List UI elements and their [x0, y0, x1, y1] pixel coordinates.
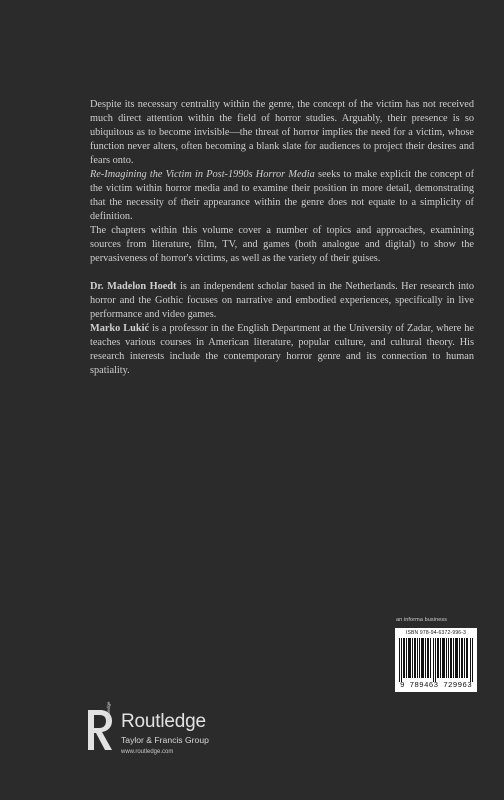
imprint-tagline: an informa business: [396, 617, 448, 623]
isbn-label: ISBN 978-94-6372-996-3: [405, 630, 467, 636]
publisher-group: Taylor & Francis Group: [121, 735, 209, 745]
isbn-barcode-box: [395, 628, 477, 692]
blurb-paragraph-2: [90, 168, 474, 224]
blurb-paragraph-3: The chapters within this volume cover a number of topics and approaches, examining sources from literature, film, TV, and games (both analogue and digital) to show the pervasiveness of horror's victims, as well as the variety of their guises.: [90, 225, 474, 264]
spacer: [90, 266, 474, 280]
barcode-icon: [399, 638, 473, 682]
blurb-paragraph-1: Despite its necessary centrality within the genre, the concept of the victim has not received much direct attention within the field of horror studies. Arguably, their presence is so ubiquitous as to become invisible—the threat of horror implies the need for a victim, whose function never alters, often becoming a blank slate for audiences to project their desires and fears onto.: [90, 99, 474, 166]
publisher-name: Routledge: [121, 711, 206, 732]
publisher-vertical-text: Routledge: [106, 701, 111, 722]
book-title: Re-Imagining the Victim in Post-1990s Horror Media: [90, 169, 315, 180]
blurb-paragraph-2-text: seeks to make explicit the concept of the victim within horror media and to examine their position in more detail, demonstrating that the necessity of their appearance within the genre does not equate to a simplicity of definition.: [90, 169, 474, 222]
back-cover-blurb: [90, 98, 474, 378]
author-name-1: Dr. Madelon Hoedt: [90, 281, 177, 292]
routledge-logo-icon: [86, 708, 116, 752]
author-bio-1-text: is an independent scholar based in the Netherlands. Her research into horror and the Gothic focuses on narrative and embodied experiences, specifically in live performance and video games.: [90, 281, 474, 320]
barcode-digits: 9 789463 729963: [399, 682, 472, 690]
author-name-2: Marko Lukić: [90, 323, 150, 334]
author-bio-2-text: is a professor in the English Department at the University of Zadar, where he teaches various courses in American literature, popular culture, and cultural theory. His research interests include the contemporary horror genre and its connection to human spatiality.: [90, 323, 474, 376]
publisher-url: www.routledge.com: [121, 749, 174, 755]
author-bio-1: [90, 280, 474, 322]
author-bio-2: [90, 322, 474, 378]
